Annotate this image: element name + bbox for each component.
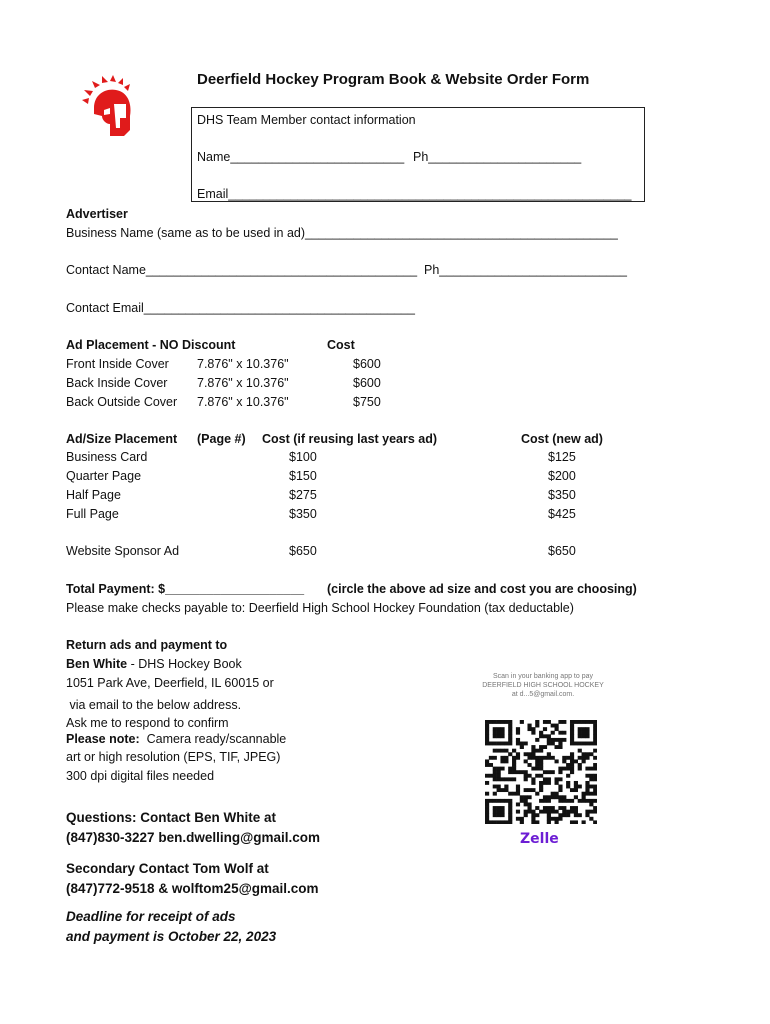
team-member-phone-field[interactable]: Ph______________________ [413,150,582,164]
zelle-caption-line3: at d...5@gmail.com. [511,691,575,698]
team-contact-heading: DHS Team Member contact information [197,113,416,127]
placement-heading: Ad Placement - NO Discount [66,338,236,352]
reuse-cost: $150 [289,469,317,483]
return-name-line [66,656,242,672]
business-name-field[interactable]: Business Name (same as to be used in ad)_____________________________________________ [66,226,618,240]
secondary-line1: Secondary Contact Tom Wolf at [66,861,269,876]
placement-size: 7.876" x 10.376" [197,357,289,371]
total-payment-field[interactable]: Total Payment: $____________________ [66,582,305,596]
return-heading: Return ads and payment to [66,638,228,652]
questions-line2: (847)830-3227 ben.dwelling@gmail.com [66,830,321,845]
team-member-email-field[interactable]: Email__________________________________________________________ [197,187,632,201]
size-name: Half Page [66,488,121,502]
deadline-line2: and payment is October 22, 2023 [66,929,277,944]
file-note-line3: 300 dpi digital files needed [66,769,215,783]
placement-name: Back Outside Cover [66,395,178,409]
placement-size: 7.876" x 10.376" [197,395,289,409]
new-cost-header: Cost (new ad) [521,432,603,446]
placement-cost: $750 [353,395,381,409]
advertiser-heading: Advertiser [66,207,128,221]
file-note-line [66,731,286,747]
contact-name-field[interactable]: Contact Name_______________________________________ [66,263,418,277]
zelle-caption [468,672,618,699]
contact-email-field[interactable]: Contact Email_______________________________________ [66,301,415,315]
return-confirm: Ask me to respond to confirm [66,716,229,730]
zelle-logo: Zelle [520,831,559,847]
zelle-caption-line1: Scan in your banking app to pay [492,673,593,680]
contact-phone-field[interactable]: Ph___________________________ [424,263,627,277]
spartan-helmet-icon [80,74,142,138]
checks-payable-note: Please make checks payable to: Deerfield High School Hockey Foundation (tax deductable) [66,601,574,615]
deadline-line1: Deadline for receipt of ads [66,909,236,924]
size-name: Quarter Page [66,469,142,483]
qr-code-icon[interactable] [485,720,597,824]
reuse-cost-header: Cost (if reusing last years ad) [262,432,438,446]
new-cost: $125 [548,450,576,464]
placement-name: Back Inside Cover [66,376,168,390]
size-name: Business Card [66,450,148,464]
return-email-note: via email to the below address. [66,698,242,712]
new-cost: $425 [548,507,576,521]
return-address: 1051 Park Ave, Deerfield, IL 60015 or [66,676,274,690]
team-member-name-field[interactable]: Name_________________________ [197,150,405,164]
reuse-cost: $275 [289,488,317,502]
placement-cost: $600 [353,357,381,371]
secondary-line2: (847)772-9518 & wolftom25@gmail.com [66,881,319,896]
note-text: Camera ready/scannable [139,732,287,746]
size-name: Full Page [66,507,119,521]
note-label: Please note: [66,732,140,746]
new-cost: $350 [548,488,576,502]
new-cost: $200 [548,469,576,483]
circle-note: (circle the above ad size and cost you are choosing) [327,582,637,596]
size-name: Website Sponsor Ad [66,544,180,558]
reuse-cost: $100 [289,450,317,464]
new-cost: $650 [548,544,576,558]
page-title: Deerfield Hockey Program Book & Website Order Form [197,71,590,88]
placement-size: 7.876" x 10.376" [197,376,289,390]
file-note-line2: art or high resolution (EPS, TIF, JPEG) [66,750,281,764]
page-number-header: (Page #) [197,432,246,446]
return-org: - DHS Hockey Book [127,657,242,671]
return-name: Ben White [66,657,128,671]
reuse-cost: $350 [289,507,317,521]
zelle-caption-line2: DEERFIELD HIGH SCHOOL HOCKEY [482,682,604,689]
placement-cost: $600 [353,376,381,390]
placement-cost-heading: Cost [327,338,355,352]
size-header: Ad/Size Placement [66,432,178,446]
placement-name: Front Inside Cover [66,357,169,371]
reuse-cost: $650 [289,544,317,558]
questions-line1: Questions: Contact Ben White at [66,810,277,825]
